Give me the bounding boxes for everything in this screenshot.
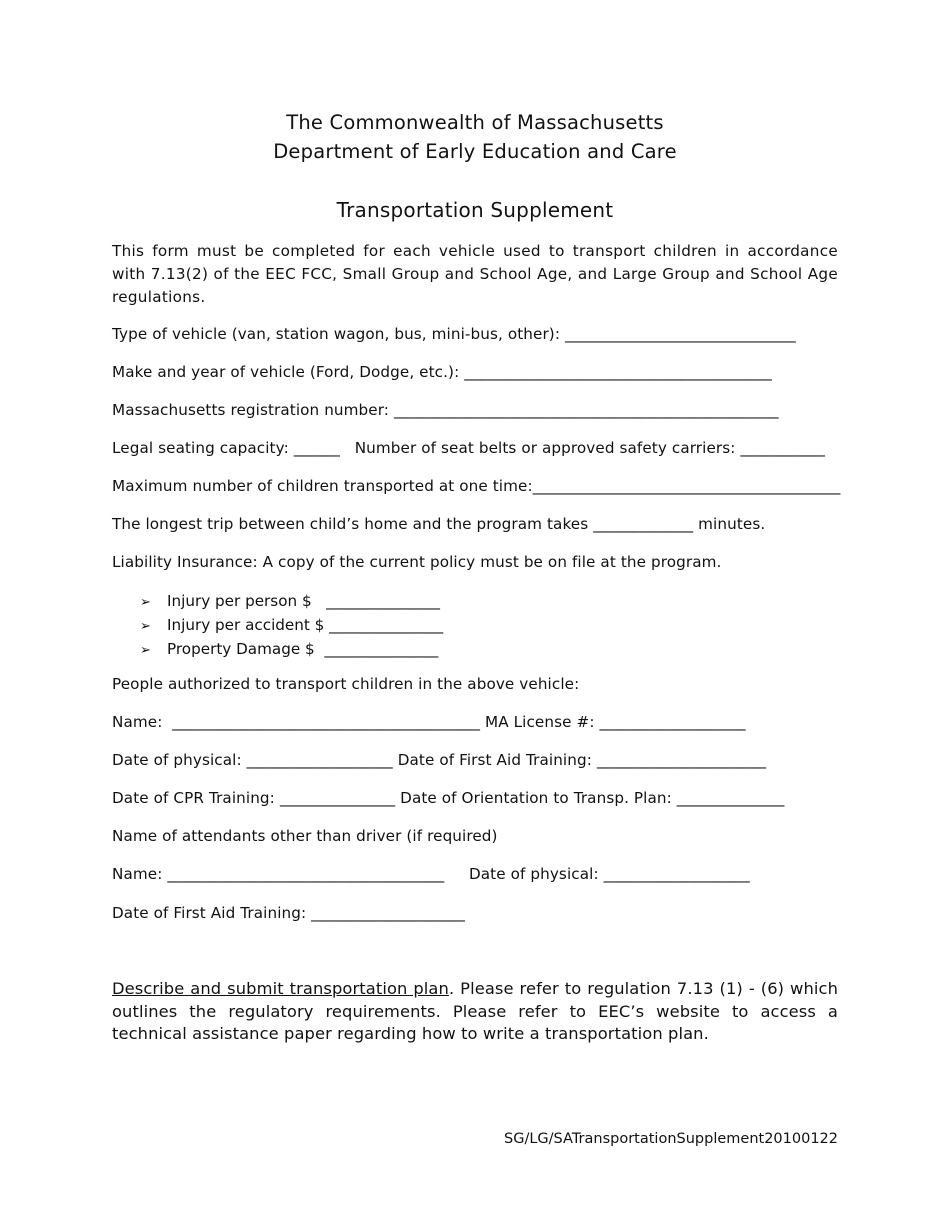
longest-trip-row <box>112 515 765 533</box>
ma-license-label: MA License #: <box>484 713 595 731</box>
cpr-training-field[interactable]: _______________ <box>274 789 401 807</box>
minutes-unit: minutes. <box>698 515 766 533</box>
orientation-label: Date of Orientation to Transp. Plan: <box>400 789 672 807</box>
attendant-physical-label: Date of physical: <box>468 865 599 883</box>
form-code-footer: SG/LG/SATransportationSupplement20100122 <box>504 1131 838 1147</box>
vehicle-type-row <box>112 325 796 343</box>
liability-insurance-text: Liability Insurance: A copy of the current policy must be on file at the program. <box>112 553 722 571</box>
attendant-first-aid-label: Date of First Aid Training: <box>112 904 307 922</box>
attendant-name-label: Name: <box>112 865 163 883</box>
longest-trip-field[interactable]: _____________ <box>588 515 699 533</box>
transportation-plan-paragraph <box>112 978 838 1046</box>
driver-name-row <box>112 713 746 731</box>
registration-label: Massachusetts registration number: <box>112 401 390 419</box>
vehicle-type-field[interactable]: ______________________________ <box>560 325 796 343</box>
vehicle-make-field[interactable]: ________________________________________ <box>459 363 772 381</box>
list-item <box>140 614 443 638</box>
arrow-bullet-icon: ➢ <box>140 619 151 634</box>
ma-license-field[interactable]: ___________________ <box>594 713 746 731</box>
attendant-name-row <box>112 865 750 883</box>
driver-name-field[interactable]: ________________________________________ <box>162 713 485 731</box>
driver-name-label: Name: <box>112 713 163 731</box>
driver-first-aid-field[interactable]: ______________________ <box>591 751 767 769</box>
attendant-first-aid-row <box>112 904 465 922</box>
transportation-plan-heading: Describe and submit transportation plan <box>112 979 449 998</box>
arrow-bullet-icon: ➢ <box>140 595 151 610</box>
cpr-training-label: Date of CPR Training: <box>112 789 275 807</box>
injury-per-person-label: Injury per person $ <box>167 592 312 610</box>
seating-capacity-field[interactable]: ______ <box>288 439 340 457</box>
injury-per-accident-label: Injury per accident $ <box>167 616 325 634</box>
list-item <box>140 590 443 614</box>
seat-belts-label: Number of seat belts or approved safety carriers: <box>354 439 736 457</box>
seating-row <box>112 439 825 457</box>
driver-physical-row <box>112 751 766 769</box>
agency-name: The Commonwealth of Massachusetts <box>286 111 664 134</box>
vehicle-make-row <box>112 363 772 381</box>
max-children-label: Maximum number of children transported at one time: <box>112 477 533 495</box>
transportation-plan-text: . Please refer to regulation 7.13 (1) - (6) which outlines the regulatory requirements. Please refer to EEC’s website to access a technical assistance paper regarding how to write a transportation plan. <box>112 979 838 1043</box>
attendants-heading: Name of attendants other than driver (if required) <box>112 827 498 845</box>
driver-physical-field[interactable]: ___________________ <box>241 751 398 769</box>
longest-trip-label: The longest trip between child’s home and the program takes <box>112 515 589 533</box>
arrow-bullet-icon: ➢ <box>140 643 151 658</box>
seat-belts-field[interactable]: ___________ <box>735 439 826 457</box>
attendant-first-aid-field[interactable]: ____________________ <box>306 904 466 922</box>
driver-physical-label: Date of physical: <box>112 751 242 769</box>
driver-cpr-row <box>112 789 785 807</box>
injury-per-accident-field[interactable]: _______________ <box>324 616 444 634</box>
attendant-physical-field[interactable]: ___________________ <box>598 865 750 883</box>
seating-capacity-label: Legal seating capacity: <box>112 439 289 457</box>
property-damage-label: Property Damage $ <box>167 640 315 658</box>
drivers-heading: People authorized to transport children in the above vehicle: <box>112 675 580 693</box>
max-children-field[interactable]: ________________________________________ <box>532 477 841 495</box>
attendant-name-field[interactable]: ____________________________________ <box>162 865 469 883</box>
driver-first-aid-label: Date of First Aid Training: <box>397 751 592 769</box>
orientation-field[interactable]: ______________ <box>671 789 785 807</box>
property-damage-field[interactable]: _______________ <box>314 640 439 658</box>
vehicle-type-label: Type of vehicle (van, station wagon, bus, mini-bus, other): <box>112 325 561 343</box>
department-name: Department of Early Education and Care <box>273 140 677 163</box>
form-title: Transportation Supplement <box>336 198 614 222</box>
registration-row <box>112 401 779 419</box>
injury-per-person-field[interactable]: _______________ <box>311 592 441 610</box>
insurance-list <box>140 590 443 662</box>
vehicle-make-label: Make and year of vehicle (Ford, Dodge, etc.): <box>112 363 460 381</box>
list-item <box>140 638 443 662</box>
registration-field[interactable]: __________________________________________________ <box>389 401 779 419</box>
max-children-row <box>112 477 840 495</box>
intro-paragraph: This form must be completed for each vehicle used to transport children in accordance with 7.13(2) of the EEC FCC, Small Group and School Age, and Large Group and School Age regulations. <box>112 242 838 306</box>
